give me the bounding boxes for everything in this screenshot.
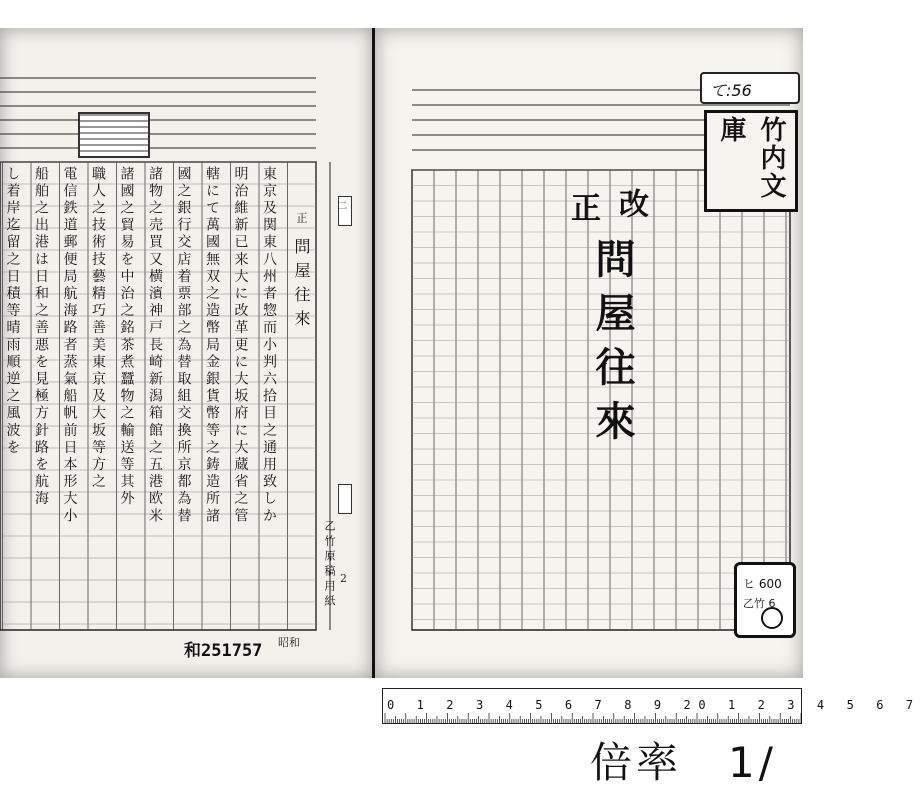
- call-number-label: [734, 562, 796, 638]
- label-tag: [700, 72, 800, 104]
- cover-title-main: 問屋往來: [589, 238, 636, 454]
- library-seal-text: 竹内文庫: [716, 116, 786, 200]
- paper-maker-label: 乙竹原稿用紙: [323, 520, 336, 610]
- left-margin-box-bottom: [338, 484, 352, 514]
- serial-number: 和251757: [184, 641, 263, 661]
- left-small-number: 2: [340, 572, 347, 585]
- handwritten-note: 昭和: [278, 636, 300, 649]
- label-tag-text: て:56: [710, 81, 752, 100]
- left-text-column: 明治維新已来大に改革更に大坂府に大蔵省之管: [232, 166, 249, 526]
- left-text-column: 電信鉄道郵便局航海路者蒸氣船帆前日本形大小: [61, 166, 78, 526]
- left-text-column: 諸國之貿易を中治之銘茶煮蠶物之輸送等其外: [118, 166, 135, 508]
- call-label-circle: [761, 607, 783, 629]
- call-label-bottom: 乙竹 6: [743, 597, 776, 610]
- ruler-digits: 0 1 2 3 4 5 6 7 8 9 20 1 2 3 4 5 6 7: [387, 698, 921, 712]
- left-text-column: 船舶之出港は日和之善悪を見極方針路を航海: [33, 166, 49, 508]
- left-title-main: 問屋往來: [292, 238, 311, 334]
- cover-title-prefix: 改: [613, 188, 648, 228]
- left-margin-mark: 二: [335, 200, 346, 214]
- magnification-caption: 倍率 1/: [590, 738, 777, 787]
- left-text-column: 國之銀行交店着票部之為替取組交換所京都為替: [175, 166, 192, 526]
- left-header-mark: [78, 112, 150, 158]
- left-text-column: 轄にて萬國無双之造幣局金銀貨幣等之鋳造所諸: [204, 166, 220, 526]
- left-text-column: 職人之技術技藝精巧善美東京及大坂等方之: [90, 166, 106, 491]
- call-label-top: ヒ 600: [743, 577, 782, 591]
- left-title-label: 正: [295, 212, 308, 227]
- measurement-ruler: [382, 688, 921, 724]
- left-text-column: し着岸迄留之日積等晴雨順逆之風波を: [4, 166, 21, 457]
- left-text-column: 東京及関東八州者惣而小判六拾目之通用致しか: [261, 166, 277, 526]
- left-text-column: 諸物之売買又横濱神戸長崎新潟箱館之五港欧米: [147, 166, 163, 526]
- library-seal: [704, 110, 798, 212]
- cover-title-prefix2: 正: [565, 192, 600, 232]
